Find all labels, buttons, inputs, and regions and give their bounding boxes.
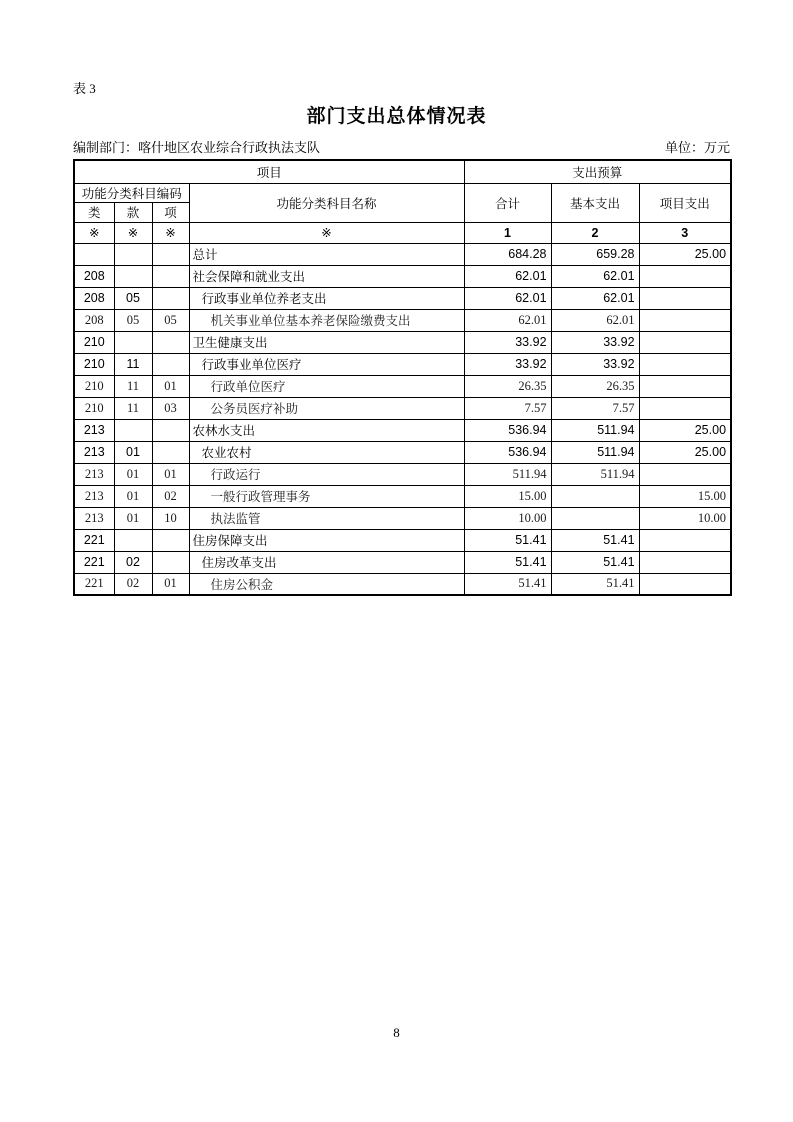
table-label: 表 3 (73, 81, 96, 96)
cell-code-class: 213 (74, 419, 114, 441)
cell-project: 10.00 (639, 507, 731, 529)
cell-code-class: 221 (74, 529, 114, 551)
table-row (74, 441, 731, 463)
cell-code-item: 05 (152, 309, 189, 331)
cell-code-item (152, 287, 189, 309)
cell-name: 卫生健康支出 (189, 331, 464, 353)
cell-name: 住房改革支出 (189, 551, 464, 573)
table-row (74, 331, 731, 353)
cell-code-section: 05 (114, 309, 152, 331)
cell-code-item: 01 (152, 463, 189, 485)
table-row (74, 265, 731, 287)
cell-total: 7.57 (464, 397, 551, 419)
table-body (74, 243, 731, 595)
cell-total: 51.41 (464, 529, 551, 551)
header-code-item: 项 (152, 202, 189, 222)
cell-total: 536.94 (464, 419, 551, 441)
cell-code-class: 213 (74, 441, 114, 463)
cell-basic: 62.01 (551, 265, 639, 287)
table-row (74, 419, 731, 441)
cell-name: 行政事业单位养老支出 (189, 287, 464, 309)
header-project-group: 项目 (74, 160, 464, 183)
cell-project: 25.00 (639, 441, 731, 463)
cell-code-class: 208 (74, 287, 114, 309)
cell-code-item: 10 (152, 507, 189, 529)
cell-code-item (152, 243, 189, 265)
cell-total: 511.94 (464, 463, 551, 485)
cell-name: 行政单位医疗 (189, 375, 464, 397)
cell-project (639, 375, 731, 397)
cell-name: 公务员医疗补助 (189, 397, 464, 419)
cell-total: 536.94 (464, 441, 551, 463)
cell-total: 62.01 (464, 265, 551, 287)
table-row (74, 243, 731, 265)
cell-code-class: 213 (74, 463, 114, 485)
table-row (74, 353, 731, 375)
cell-total: 62.01 (464, 309, 551, 331)
cell-name: 住房公积金 (189, 573, 464, 595)
cell-project (639, 573, 731, 595)
cell-name: 一般行政管理事务 (189, 485, 464, 507)
page-number: 8 (393, 1025, 400, 1040)
table-row (74, 397, 731, 419)
cell-basic: 62.01 (551, 287, 639, 309)
cell-code-section (114, 265, 152, 287)
marker-cell: ※ (74, 222, 114, 243)
header-name: 功能分类科目名称 (189, 183, 464, 222)
table-row (74, 573, 731, 595)
cell-code-class: 210 (74, 397, 114, 419)
cell-code-class (74, 243, 114, 265)
table-header (74, 160, 731, 243)
cell-code-class: 221 (74, 551, 114, 573)
header-budget-group: 支出预算 (464, 160, 731, 183)
cell-code-section: 01 (114, 441, 152, 463)
page-title: 部门支出总体情况表 (306, 106, 487, 127)
cell-code-class: 213 (74, 507, 114, 529)
unit-label: 单位：万元 (664, 140, 730, 155)
cell-code-section: 11 (114, 353, 152, 375)
column-number: 1 (464, 222, 551, 243)
cell-basic: 7.57 (551, 397, 639, 419)
meta-row (73, 137, 730, 156)
cell-total: 51.41 (464, 551, 551, 573)
column-number: 2 (551, 222, 639, 243)
cell-code-section (114, 243, 152, 265)
cell-code-class: 208 (74, 309, 114, 331)
cell-basic: 511.94 (551, 463, 639, 485)
cell-project (639, 397, 731, 419)
cell-code-item: 01 (152, 375, 189, 397)
cell-code-class: 210 (74, 353, 114, 375)
cell-name: 住房保障支出 (189, 529, 464, 551)
cell-name: 行政运行 (189, 463, 464, 485)
cell-basic: 511.94 (551, 419, 639, 441)
cell-basic: 33.92 (551, 353, 639, 375)
table-row (74, 287, 731, 309)
header-total: 合计 (464, 183, 551, 222)
table-row (74, 375, 731, 397)
cell-total: 684.28 (464, 243, 551, 265)
cell-name: 农业农村 (189, 441, 464, 463)
column-number: 3 (639, 222, 731, 243)
table-row (74, 551, 731, 573)
cell-code-item (152, 353, 189, 375)
cell-code-section: 05 (114, 287, 152, 309)
cell-basic: 62.01 (551, 309, 639, 331)
cell-basic: 26.35 (551, 375, 639, 397)
cell-basic: 51.41 (551, 551, 639, 573)
cell-project (639, 353, 731, 375)
cell-project (639, 331, 731, 353)
cell-project (639, 287, 731, 309)
cell-code-section: 11 (114, 397, 152, 419)
cell-basic: 659.28 (551, 243, 639, 265)
cell-project (639, 463, 731, 485)
prepared-by-label: 编制部门：喀什地区农业综合行政执法支队 (73, 140, 321, 155)
table-row (74, 485, 731, 507)
cell-basic (551, 485, 639, 507)
cell-total: 51.41 (464, 573, 551, 595)
cell-basic (551, 507, 639, 529)
marker-cell: ※ (189, 222, 464, 243)
cell-name: 农林水支出 (189, 419, 464, 441)
cell-project: 25.00 (639, 243, 731, 265)
table-row (74, 463, 731, 485)
cell-name: 社会保障和就业支出 (189, 265, 464, 287)
cell-name: 机关事业单位基本养老保险缴费支出 (189, 309, 464, 331)
header-code-group: 功能分类科目编码 (74, 183, 189, 202)
cell-project: 25.00 (639, 419, 731, 441)
cell-code-item: 03 (152, 397, 189, 419)
cell-code-item (152, 551, 189, 573)
cell-total: 15.00 (464, 485, 551, 507)
cell-code-item (152, 419, 189, 441)
cell-code-section: 01 (114, 463, 152, 485)
cell-basic: 33.92 (551, 331, 639, 353)
cell-total: 33.92 (464, 353, 551, 375)
cell-code-class: 210 (74, 331, 114, 353)
cell-basic: 511.94 (551, 441, 639, 463)
cell-total: 62.01 (464, 287, 551, 309)
cell-project (639, 529, 731, 551)
header-code-class: 类 (74, 202, 114, 222)
budget-table (73, 159, 732, 596)
cell-project (639, 309, 731, 331)
cell-code-section (114, 331, 152, 353)
cell-code-section: 01 (114, 485, 152, 507)
cell-code-section: 11 (114, 375, 152, 397)
cell-code-section: 02 (114, 573, 152, 595)
cell-project (639, 265, 731, 287)
header-project-expenditure: 项目支出 (639, 183, 731, 222)
header-code-section: 款 (114, 202, 152, 222)
cell-basic: 51.41 (551, 573, 639, 595)
cell-code-item (152, 265, 189, 287)
cell-project: 15.00 (639, 485, 731, 507)
cell-name: 执法监管 (189, 507, 464, 529)
cell-total: 10.00 (464, 507, 551, 529)
cell-code-class: 221 (74, 573, 114, 595)
marker-cell: ※ (114, 222, 152, 243)
table-row (74, 529, 731, 551)
cell-code-item: 02 (152, 485, 189, 507)
cell-code-item (152, 529, 189, 551)
cell-name: 行政事业单位医疗 (189, 353, 464, 375)
cell-total: 33.92 (464, 331, 551, 353)
cell-code-section (114, 529, 152, 551)
cell-basic: 51.41 (551, 529, 639, 551)
cell-code-item (152, 441, 189, 463)
cell-total: 26.35 (464, 375, 551, 397)
marker-cell: ※ (152, 222, 189, 243)
cell-code-item: 01 (152, 573, 189, 595)
cell-code-section (114, 419, 152, 441)
cell-code-section: 01 (114, 507, 152, 529)
cell-name: 总计 (189, 243, 464, 265)
cell-code-class: 213 (74, 485, 114, 507)
cell-project (639, 551, 731, 573)
header-basic: 基本支出 (551, 183, 639, 222)
cell-code-class: 210 (74, 375, 114, 397)
table-row (74, 309, 731, 331)
table-row (74, 507, 731, 529)
cell-code-item (152, 331, 189, 353)
cell-code-section: 02 (114, 551, 152, 573)
cell-code-class: 208 (74, 265, 114, 287)
